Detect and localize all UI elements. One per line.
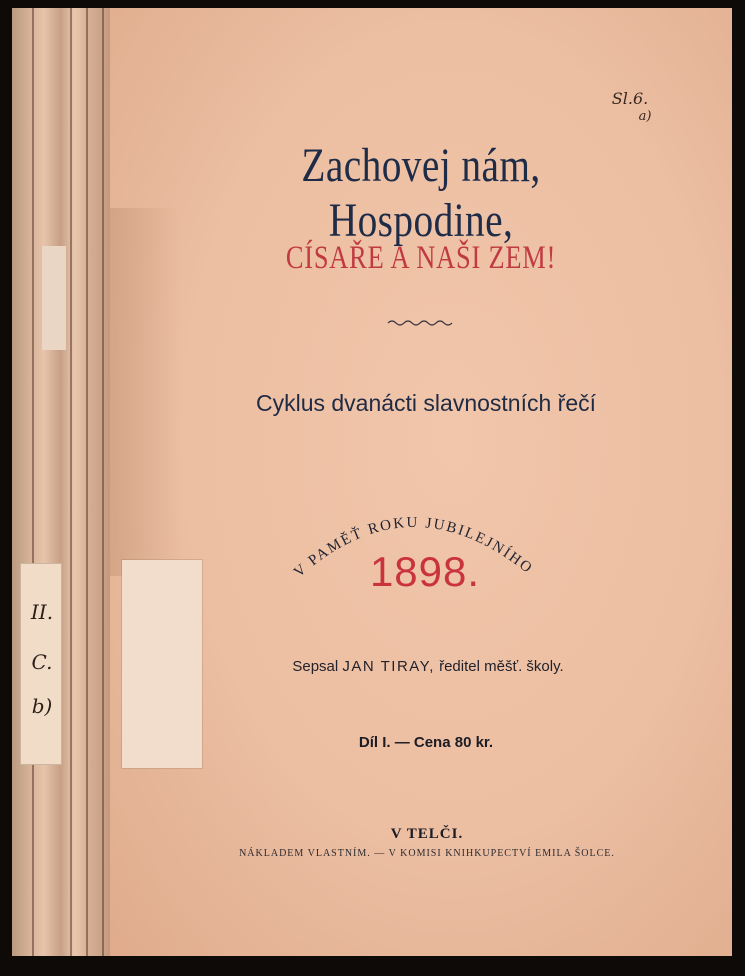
spine-edge [102,8,104,956]
author-name: JAN TIRAY, [342,658,435,675]
ornament-divider [110,318,732,328]
cover-subtitle: CÍSAŘE A NAŠI ZEM! [285,240,557,276]
spine-edge [70,8,72,956]
shelfmark-line: a) [638,109,652,124]
cover-title: Zachovej nám, Hospodine, [301,139,541,247]
shelfmark-line: Sl.6. [611,89,649,108]
handwritten-shelfmark [600,90,660,126]
author-prefix: Sepsal [292,658,339,675]
spine-edge [86,8,88,956]
book-spine [12,8,120,956]
book-cover [108,8,732,956]
spine-mark: C. [31,650,53,674]
jubilee-year: 1898. [369,548,481,595]
author-title: ředitel měšť. školy. [439,658,564,675]
author-line [124,658,732,675]
spine-edge [32,8,34,956]
publication-place: V TELČI. [390,826,464,842]
spine-mark: II. [30,600,54,624]
spine-tape [42,246,66,350]
volume-price: Díl I. — Cena 80 kr. [358,734,494,751]
cycle-caption: Cyklus dvanácti slavnostních řečí [255,390,597,416]
wavy-line-icon [386,318,456,328]
spine-mark: b) [31,694,53,718]
publisher-line: NÁKLADEM VLASTNÍM. — V KOMISI KNIHKUPECTVÍ EMILA ŠOLCE. [239,848,615,859]
arc-text: V PAMĚŤ ROKU JUBILEJNÍHO [291,514,537,581]
